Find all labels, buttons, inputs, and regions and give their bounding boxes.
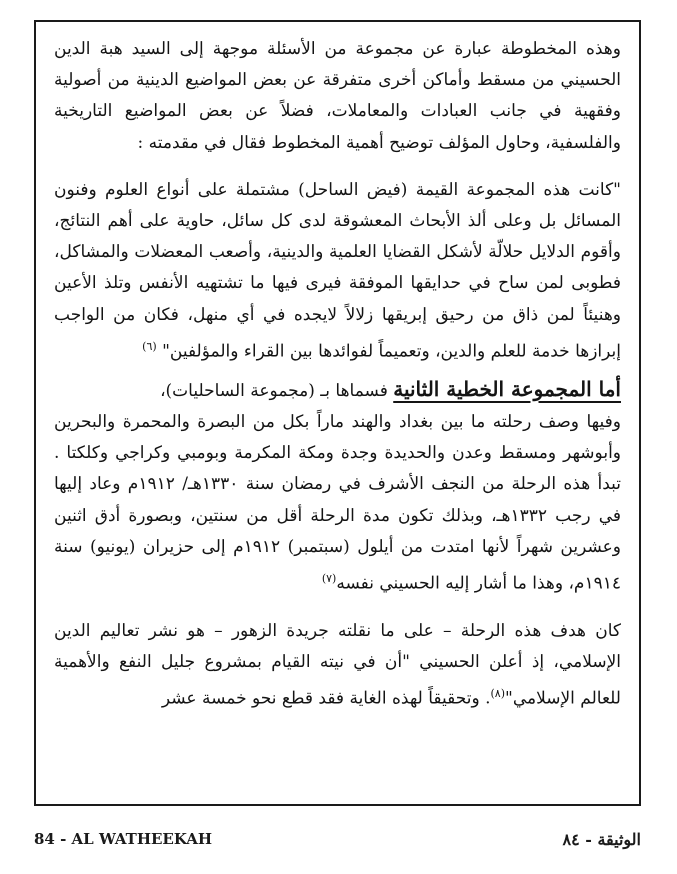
third-footnote-marker: (٨) <box>490 687 505 701</box>
second-footnote-marker: (٧) <box>321 571 337 585</box>
third-paragraph-line <box>54 616 621 715</box>
second-paragraph-line <box>54 407 621 600</box>
third-paragraph-text-b: . وتحقيقاً لهذه الغاية فقد قطع نحو خمسة عشر <box>161 688 491 709</box>
second-collection-heading-line <box>54 374 621 407</box>
quote-block <box>54 175 621 368</box>
second-paragraph <box>54 407 621 600</box>
third-paragraph-text-a: كان هدف هذه الرحلة – على ما نقلته جريدة الزهور – هو نشر تعاليم الدين الإسلامي، إذ أعلن الحسيني "أن في نيته القيام بمشروع جليل النفع والأهمية للعالم الإسلامي" <box>54 620 621 709</box>
second-paragraph-text: وفيها وصف رحلته ما بين بغداد والهند ماراً بكل من البصرة والمحمرة والبحرين وأبوشهر ومسقط وعدن والحديدة وجدة ومكة المكرمة وبومبي وكراجي وكلكتا . تبدأ هذه الرحلة من النجف الأشرف في رمضان سنة ١٣٣٠هـ/ ١٩١٢م وعاد إليها في رجب ١٣٣٢هـ، وبذلك تكون مدة الرحلة أقل من سنتين، وبصورة أدق اثنين وعشرين شهراً لأنها امتدت من أيلول (سبتمبر) ١٩١٢م إلى حزيران (يونيو) سنة ١٩١٤م، وهذا ما أشار إليه الحسيني نفسه <box>54 411 622 594</box>
section-heading: أما المجموعة الخطية الثانية <box>393 376 621 401</box>
quote-footnote-marker: (٦) <box>142 339 157 353</box>
page-frame <box>34 20 641 806</box>
quote-text: "كانت هذه المجموعة القيمة (فيض الساحل) مشتملة على أنواع العلوم وفنون المسائل بل وعلى ألذ الأبحاث المعشوقة لدى كل سائل، حاوية على أهم النتائج، وأقوم الدلايل حلالّة لأشكل القضايا العلمية والدينية، وأصعب المعضلات والمشاكل، فطوبى لمن ساح في حدايقها الموفقة فيرى فيها ما تشتهيه الأنفس وتلذ الأعين وهنيئاً لمن ذاق من رحيق إبريقها زلالاً لايجده في أي منهل، فكان من الواجب إبرازها خدمة للعلم والدين، وتعميماً لفوائدها بين القراء والمؤلفين" <box>54 179 621 362</box>
quote-text-line <box>54 175 621 368</box>
footer-page-label-arabic: الوثيقة - ٨٤ <box>562 830 641 849</box>
third-paragraph <box>54 616 621 715</box>
footer-page-label-latin: 84 - AL WATHEEKAH <box>34 830 213 848</box>
intro-paragraph-text: وهذه المخطوطة عبارة عن مجموعة من الأسئلة موجهة إلى السيد هبة الدين الحسيني من مسقط وأماكن أخرى متفرقة عن بعض المواضيع الدينية من أصولية وفقهية في جانب العبادات والمعاملات، فضلاً عن بعض المواضيع التاريخية والفلسفية، وحاول المؤلف توضيح أهمية المخطوط فقال في مقدمته : <box>54 39 621 153</box>
page-footer <box>34 830 641 856</box>
intro-paragraph <box>54 34 621 159</box>
section-heading-rest: فسماها بـ (مجموعة الساحليات)، <box>160 380 394 401</box>
